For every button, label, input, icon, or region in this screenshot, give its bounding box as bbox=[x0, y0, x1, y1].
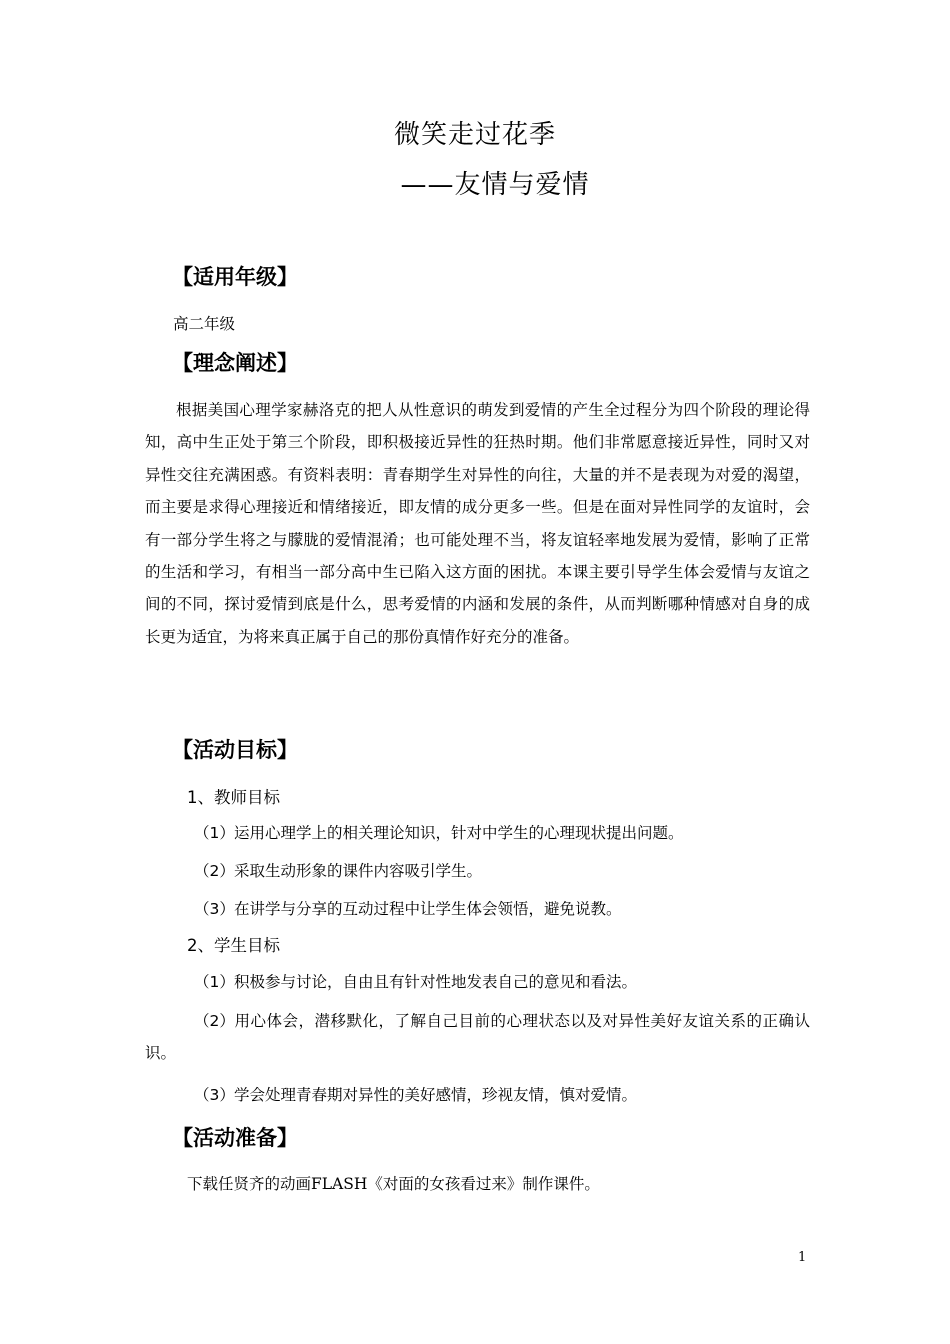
teacher-goal-text: 采取生动形象的课件内容吸引学生。 bbox=[234, 862, 483, 880]
document-subtitle: ——友情与爱情 bbox=[400, 170, 590, 200]
teacher-goal-number: （2） bbox=[194, 862, 235, 880]
teacher-goal-item bbox=[145, 817, 810, 849]
teacher-goal-item bbox=[145, 855, 810, 887]
student-goal-text: 用心体会，潜移默化，了解自己目前的心理状态以及对异性美好友谊关系的正确认识。 bbox=[145, 1012, 810, 1062]
goals-heading: 【活动目标】 bbox=[172, 738, 298, 762]
teacher-goal-text: 在讲学与分享的互动过程中让学生体会领悟，避免说教。 bbox=[234, 900, 622, 918]
preparation-content: 下载任贤齐的动画FLASH《对面的女孩看过来》制作课件。 bbox=[187, 1175, 600, 1193]
student-goal-number: （2） bbox=[194, 1012, 235, 1030]
preparation-heading: 【活动准备】 bbox=[172, 1126, 298, 1150]
teacher-goal-text: 运用心理学上的相关理论知识，针对中学生的心理现状提出问题。 bbox=[234, 824, 684, 842]
student-goal-item bbox=[145, 1079, 810, 1111]
student-goal-text: 学会处理青春期对异性的美好感情，珍视友情，慎对爱情。 bbox=[234, 1086, 638, 1104]
student-goal-item bbox=[145, 1005, 810, 1069]
teacher-goal-number: （1） bbox=[194, 824, 235, 842]
grade-content: 高二年级 bbox=[173, 315, 236, 333]
concept-heading: 【理念阐述】 bbox=[172, 351, 298, 375]
teacher-goal-number: （3） bbox=[194, 900, 235, 918]
page-number: 1 bbox=[798, 1250, 807, 1265]
teacher-goals-title: 1、教师目标 bbox=[187, 788, 280, 807]
student-goal-text: 积极参与讨论，自由且有针对性地发表自己的意见和看法。 bbox=[234, 973, 638, 991]
document-title: 微笑走过花季 bbox=[393, 120, 556, 150]
student-goal-number: （3） bbox=[194, 1086, 235, 1104]
student-goal-number: （1） bbox=[194, 973, 235, 991]
student-goal-item bbox=[145, 966, 810, 998]
grade-heading: 【适用年级】 bbox=[172, 265, 298, 289]
teacher-goal-item bbox=[145, 893, 810, 925]
concept-paragraph: 根据美国心理学家赫洛克的把人从性意识的萌发到爱情的产生全过程分为四个阶段的理论得知，高中生正处于第三个阶段，即积极接近异性的狂热时期。他们非常愿意接近异性，同时又对异性交往充满困惑。有资料表明：青春期学生对异性的向往，大量的并不是表现为对爱的渴望，而主要是求得心理接近和情绪接近，即友情的成分更多一些。但是在面对异性同学的友谊时，会有一部分学生将之与朦胧的爱情混淆；也可能处理不当，将友谊轻率地发展为爱情，影响了正常的生活和学习，有相当一部分高中生已陷入这方面的困扰。本课主要引导学生体会爱情与友谊之间的不同，探讨爱情到底是什么，思考爱情的内涵和发展的条件，从而判断哪种情感对自身的成长更为适宜，为将来真正属于自己的那份真情作好充分的准备。 bbox=[145, 401, 810, 646]
student-goals-title: 2、学生目标 bbox=[187, 936, 280, 955]
